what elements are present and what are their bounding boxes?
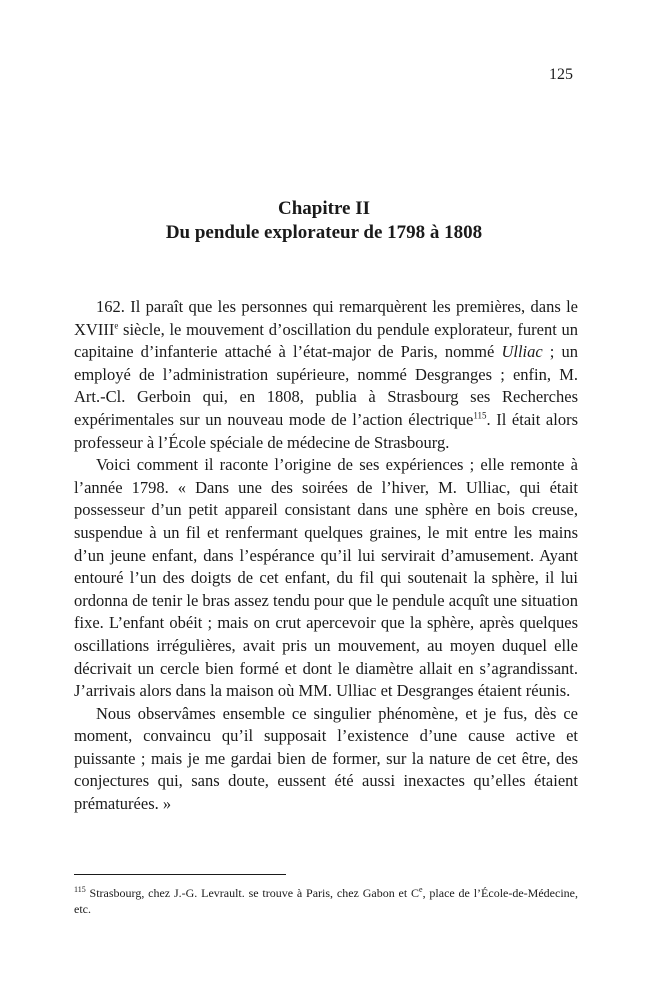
footnote-text: Strasbourg, chez J.-G. Levrault. se trouve à Paris, chez Gabon et C (85, 886, 420, 900)
paragraph-text: . Il était alors professeur à l’École spéciale de médecine de Strasbourg. (74, 409, 578, 452)
footnote-reference[interactable]: 115 (473, 410, 487, 421)
chapter-title: Du pendule explorateur de 1798 à 1808 (165, 222, 483, 243)
footnote-divider (74, 874, 286, 875)
page-number: 125 (549, 66, 573, 83)
person-name: Ulliac (501, 342, 543, 362)
footnote-number: 115 (74, 885, 86, 894)
century-superscript: e (114, 320, 119, 331)
paragraph-162 (74, 296, 578, 454)
paragraph: Voici comment il raconte l’origine de ses expériences ; elle remonte à l’année 1798. « Dans une des soirées de l’hiver, M. Ulliac, qui était possesseur d’un petit appareil consistant dans une sphère en bois creuse, suspendue à un fil et renfermant quelques graines, le mit entre les mains d’un jeune enfant, dans l’espérance qu’il lui servirait d’amusement. Ayant entouré l’un des doigts de cet enfant, du fil qui soutenait la sphère, il lui ordonna de tenir le bras assez tendu pour que le pendule acquît une situation fixe. L’enfant obéit ; mais on crut apercevoir que la sphère, après quelques oscillations irrégulières, avait pris un mouvement, au moyen duquel elle décrivait un cercle bien formé et dont le diamètre allait en s’agrandissant. J’arrivais alors dans la maison où MM. Ulliac et Desgranges étaient réunis. (74, 455, 578, 701)
body-text (74, 296, 578, 816)
chapter-label: Chapitre II (277, 198, 371, 219)
paragraph-text: 162. Il paraît que les personnes qui remarquèrent les premières, dans le XVIII (74, 297, 578, 339)
footnote-text: , place de l’École-de-Médecine, etc. (74, 886, 578, 916)
paragraph: Nous observâmes ensemble ce singulier phénomène, et je fus, dès ce moment, convaincu qu’il supposait l’existence d’une cause active et puissante ; mais je me gardai bien de former, sur la nature de cet être, des conjectures qui, sans doute, eussent été aussi inexactes qu’elles étaient prématurées. » (74, 703, 578, 814)
chapter-heading (74, 197, 574, 245)
footnote-115 (74, 885, 578, 917)
footnote-superscript: e (419, 885, 423, 894)
paragraph-text: siècle, le mouvement d’oscillation du pendule explorateur, furent un capitaine d’infanterie attaché à l’état-major de Paris, nommé (74, 319, 578, 362)
paragraph-text: ; un employé de l’administration supérieure, nommé Desgranges ; enfin, M. Art.-Cl. Gerboin qui, en 1808, publia à Strasbourg ses Recherches expérimentales sur un nouveau mode de l’action électrique (74, 342, 578, 429)
